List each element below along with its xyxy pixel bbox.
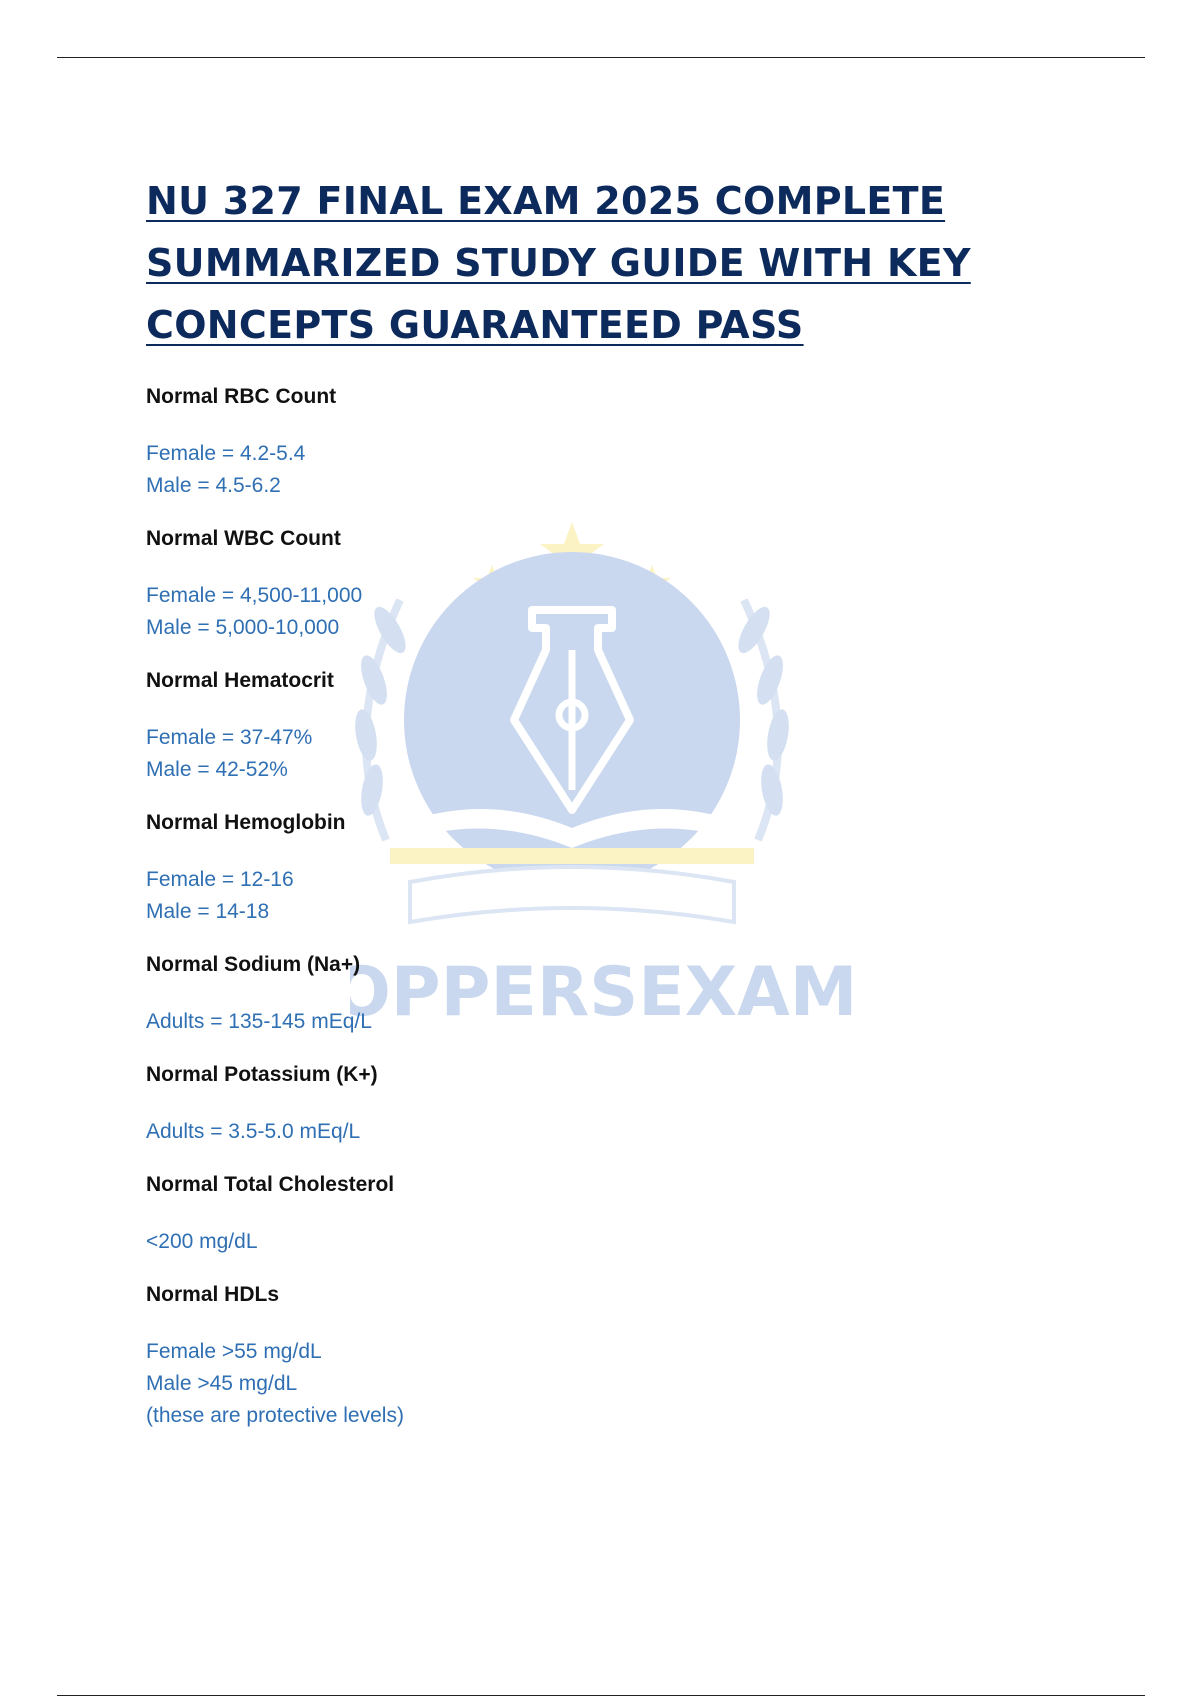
section-heading: Normal Sodium (Na+): [146, 953, 361, 976]
value-lines: [146, 864, 1096, 928]
reference-values-list: [146, 384, 1096, 1432]
value-lines: [146, 722, 1096, 786]
value-lines: [146, 580, 1096, 644]
lab-value-section: [146, 1172, 1096, 1258]
value-line: Adults = 3.5-5.0 mEq/L: [146, 1120, 361, 1143]
lab-value-section: [146, 810, 1096, 928]
value-line: Male = 14-18: [146, 900, 270, 923]
value-lines: [146, 438, 1096, 502]
section-heading: Normal Potassium (K+): [146, 1063, 378, 1086]
value-line: Female = 4.2-5.4: [146, 442, 306, 465]
title-line: NU 327 FINAL EXAM 2025 COMPLETE: [146, 179, 946, 223]
lab-value-section: [146, 1282, 1096, 1432]
value-line: Female = 37-47%: [146, 726, 313, 749]
value-line: Adults = 135-145 mEq/L: [146, 1010, 372, 1033]
section-heading: Normal Hematocrit: [146, 669, 334, 692]
lab-value-section: [146, 1062, 1096, 1148]
bottom-rule: [57, 1695, 1145, 1696]
watermark-text: OPPERSEXAM: [350, 953, 858, 1032]
lab-value-section: [146, 668, 1096, 786]
value-line: Female >55 mg/dL: [146, 1340, 322, 1363]
value-line: <200 mg/dL: [146, 1230, 258, 1253]
section-heading: Normal Hemoglobin: [146, 811, 346, 834]
section-heading: Normal HDLs: [146, 1283, 280, 1306]
value-lines: [146, 1226, 1096, 1258]
title-line: SUMMARIZED STUDY GUIDE WITH KEY: [146, 241, 971, 285]
value-line: Male = 4.5-6.2: [146, 474, 281, 497]
value-line: Male = 42-52%: [146, 758, 288, 781]
value-line: Male = 5,000-10,000: [146, 616, 340, 639]
value-line: Female = 12-16: [146, 868, 294, 891]
lab-value-section: [146, 526, 1096, 644]
document-title: [146, 170, 1096, 356]
document-body: [146, 170, 1096, 1456]
value-line: Female = 4,500-11,000: [146, 584, 363, 607]
title-line: CONCEPTS GUARANTEED PASS: [146, 303, 804, 347]
lab-value-section: [146, 952, 1096, 1038]
value-lines: [146, 1006, 1096, 1038]
top-rule: [57, 57, 1145, 58]
value-lines: [146, 1116, 1096, 1148]
value-lines: [146, 1336, 1096, 1432]
value-line: Male >45 mg/dL: [146, 1372, 298, 1395]
lab-value-section: [146, 384, 1096, 502]
value-line: (these are protective levels): [146, 1404, 404, 1427]
section-heading: Normal RBC Count: [146, 385, 337, 408]
section-heading: Normal WBC Count: [146, 527, 341, 550]
section-heading: Normal Total Cholesterol: [146, 1173, 395, 1196]
